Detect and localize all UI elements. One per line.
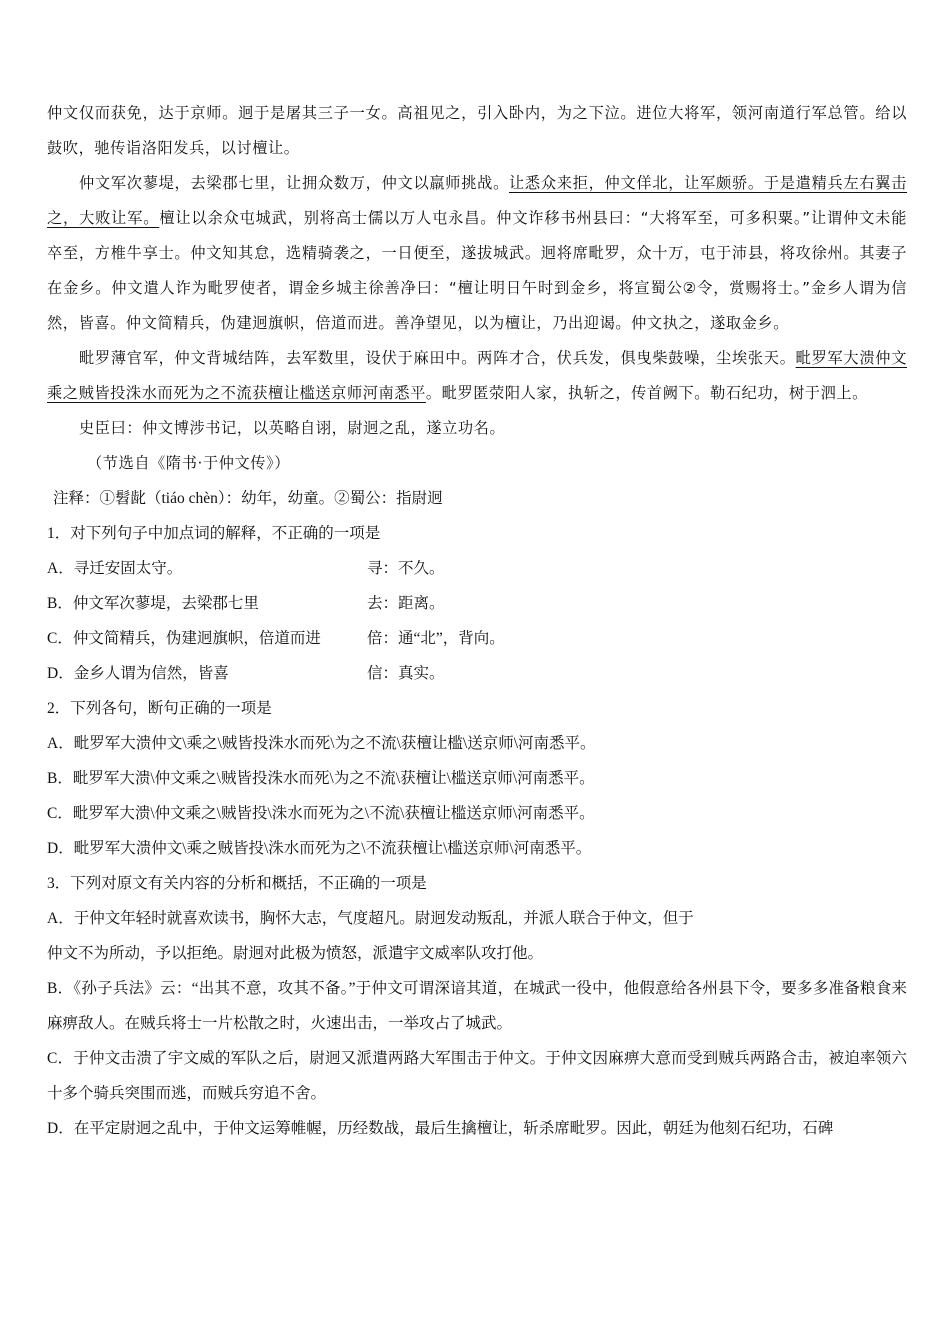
question-1-stem: 1．对下列句子中加点词的解释，不正确的一项是 [47,525,381,542]
document-page [47,96,907,1146]
option-explanation: 去：距离。 [367,595,445,612]
underlined-sentence: 毗罗军大溃仲文乘之贼皆投洙水而死为之不流获檀让槛送京师河南悉平 [47,349,907,402]
passage-paragraph: 史臣曰：仲文博涉书记，以英略自诩，尉迥之乱，遂立功名。 [79,419,506,437]
question-2-option: C．毗罗军大溃\仲文乘之\贼皆投\洙水而死为之\不流\获檀让槛送京师\河南悉平。 [47,805,595,822]
passage-text: 仲文军次蓼堤，去梁郡七里，让拥众数万，仲文以羸师挑战。 [79,174,509,192]
question-1-option [47,621,907,656]
question-3-stem: 3．下列对原文有关内容的分析和概括，不正确的一项是 [47,875,427,892]
source-citation: （节选自《隋书·于仲文传》） [87,454,291,472]
passage-text: 。毗罗匿荥阳人家，执斩之，传首阙下。勒石纪功，树于泗上。 [425,384,868,402]
question-3-option-c: C．于仲文击溃了宇文威的军队之后，尉迥又派遣两路大军围击于仲文。于仲文因麻痹大意而受到贼兵两路合击，被迫率领六十多个骑兵突围而逃，而贼兵穷追不舍。 [47,1050,907,1102]
question-2-option: A．毗罗军大溃仲文\乘之\贼皆投洙水而死\为之不流\获檀让槛\送京师\河南悉平。 [47,735,596,752]
passage-text: 毗罗薄官军，仲文背城结阵，去军数里，设伏于麻田中。两阵才合，伏兵发，俱曳柴鼓噪，尘埃张天。 [79,349,796,367]
question-2-option: D．毗罗军大溃仲文\乘之贼皆投\洙水而死为之\不流获檀让\槛送京师\河南悉平。 [47,840,592,857]
passage-text: 檀让以余众屯城武，别将高士儒以万人屯永昌。仲文诈移书州县曰：“大将军至，可多积粟。”让谓仲文未能卒至，方椎牛享士。仲文知其怠，选精骑袭之，一日便至，遂拔城武。迥将席毗罗，众十万，屯于沛县，将攻徐州。其妻子在金乡。仲文遣人诈为毗罗使者，谓金乡城主徐善净曰：“檀让明日午时到金乡，将宣蜀公②令，赏赐将士。”金乡人谓为信然，皆喜。仲文简精兵，伪建迥旗帜，倍道而进。善净望见，以为檀让，乃出迎谒。仲文执之，遂取金乡。 [47,209,908,332]
question-2-stem: 2．下列各句，断句正确的一项是 [47,700,272,717]
passage-paragraph: 仲文仅而获免，达于京师。迥于是屠其三子一女。高祖见之，引入卧内，为之下泣。进位大将军，领河南道行军总管。给以鼓吹，驰传诣洛阳发兵，以讨檀让。 [47,104,907,157]
question-1-option [47,656,907,691]
option-explanation: 信：真实。 [367,665,445,682]
question-1-option [47,586,907,621]
option-sentence: D．金乡人谓为信然，皆喜 [47,665,229,682]
question-3-option-d: D．在平定尉迥之乱中，于仲文运筹帷幄，历经数战，最后生擒檀让，斩杀席毗罗。因此，朝廷为他刻石纪功，石碑 [47,1120,834,1137]
option-explanation: 寻：不久。 [367,560,445,577]
underlined-sentence: 让悉众来拒，仲文佯北，让军颇骄。于是遣精兵左右翼击之，大败让军。 [47,174,908,227]
option-sentence: C．仲文简精兵，伪建迥旗帜，倍道而进 [47,630,321,647]
option-sentence: A．寻迁安固太守。 [47,560,183,577]
passage-paragraph [47,166,907,341]
option-sentence: B．仲文军次蓼堤，去梁郡七里 [47,595,259,612]
question-1-option [47,551,907,586]
footnote: 注释：①髫龀（tiáo chèn）：幼年，幼童。②蜀公：指尉迥 [53,490,443,507]
option-explanation: 倍：通“北”，背向。 [367,630,505,647]
question-3-option-a: A．于仲文年轻时就喜欢读书，胸怀大志，气度超凡。尉迥发动叛乱，并派人联合于仲文，但于 [47,910,694,927]
question-2-option: B．毗罗军大溃\仲文乘之\贼皆投洙水而死\为之不流\获檀让\槛送京师\河南悉平。 [47,770,595,787]
passage-paragraph [47,341,907,411]
question-3-option-b: B．《孙子兵法》云：“出其不意，攻其不备。”于仲文可谓深谙其道，在城武一役中，他假意给各州县下令，要多多准备粮食来麻痹敌人。在贼兵将士一片松散之时，火速出击，一举攻占了城武。 [47,980,907,1032]
question-3-option-a-cont: 仲文不为所动，予以拒绝。尉迥对此极为愤怒，派遣宇文威率队攻打他。 [47,945,544,962]
